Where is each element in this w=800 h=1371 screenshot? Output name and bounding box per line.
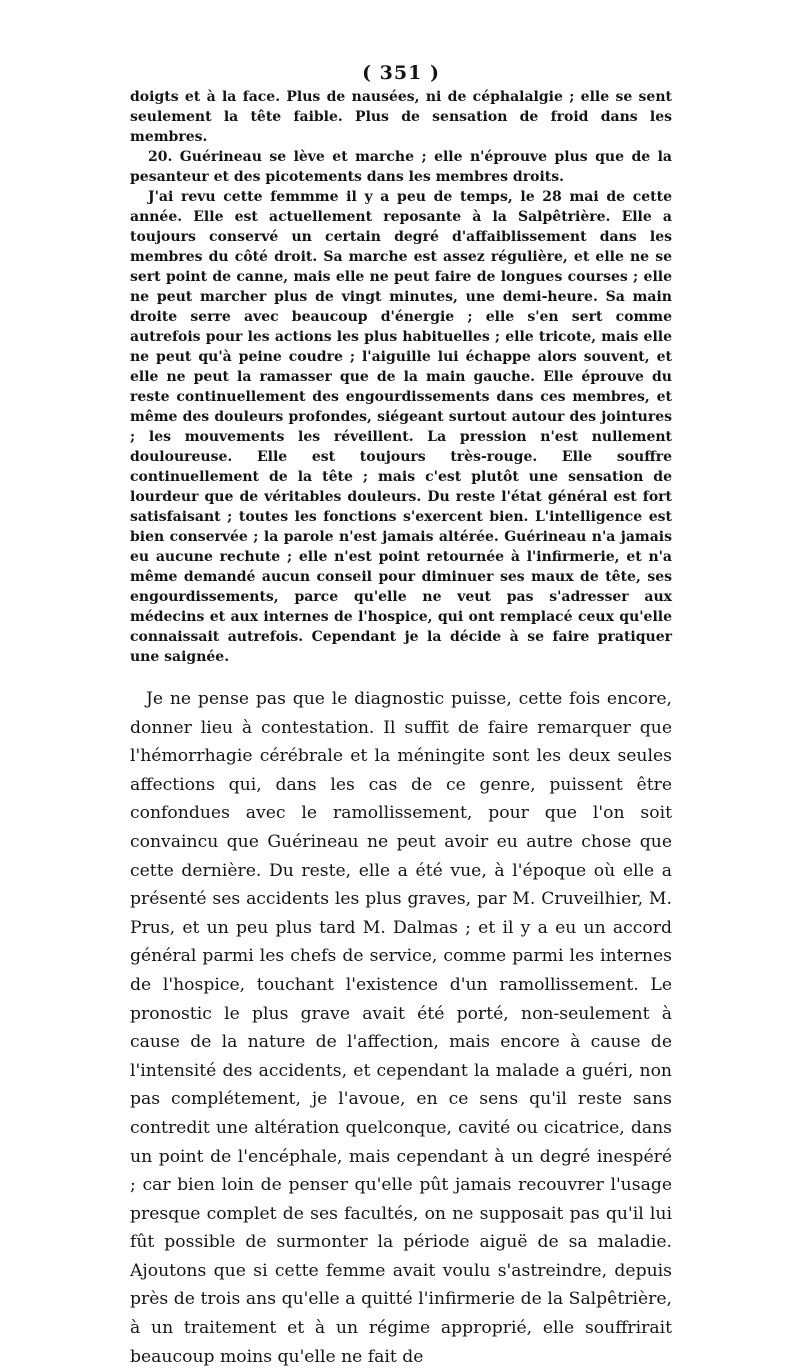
paragraph-diagnosis: Je ne pense pas que le diagnostic puisse, cette fois encore, donner lieu à contestation. Il suffit de faire remarquer que l'hémorrhagie cérébrale et la méningite sont les deux seules affections qui, dans les cas de ce genre, puissent être confondues avec le ramollissement, pour que l'on soit convaincu que Guérineau ne peut avoir eu autre chose que cette dernière. Du reste, elle a été vue, à l'époque où elle a présenté ses accidents les plus graves, par M. Cruveilhier, M. Prus, et un peu plus tard M. Dalmas ; et il y a eu un accord général parmi les chefs de service, comme parmi les internes de l'hospice, touchant l'existence d'un ramollissement. Le pronostic le plus grave avait été porté, non-seulement à cause de la nature de l'affection, mais encore à cause de l'intensité des accidents, et cependant la malade a guéri, non pas complétement, je l'avoue, en ce sens qu'il reste sans contredit une altération quelconque, cavité ou cicatrice, dans un point de l'encéphale, mais cependant à un degré inespéré ; car bien loin de penser qu'elle pût jamais recouvrer l'usage presque complet de ses facultés, on ne supposait pas qu'il lui fût possible de surmonter la période aiguë de sa maladie. Ajoutons que si cette femme avait voulu s'astreindre, depuis près de trois ans qu'elle a quitté l'infirmerie de la Salpêtrière, à un traitement et à un régime approprié, elle souffrirait beaucoup moins qu'elle ne fait de: [130, 689, 672, 1367]
paragraph-symptoms: doigts et à la face. Plus de nausées, ni de céphalalgie ; elle se sent seulement la tête faible. Plus de sensation de froid dans les membres.: [130, 89, 672, 145]
paragraph-day-20: 20. Guérineau se lève et marche ; elle n'éprouve plus que de la pesanteur et des picotements dans les membres droits.: [130, 149, 672, 185]
paragraph-follow-up: J'ai revu cette femmme il y a peu de temps, le 28 mai de cette année. Elle est actuellement reposante à la Salpêtrière. Elle a toujours conservé un certain degré d'affaiblissement dans les membres du côté droit. Sa marche est assez régulière, et elle ne se sert point de canne, mais elle ne peut faire de longues courses ; elle ne peut marcher plus de vingt minutes, une demi-heure. Sa main droite serre avec beaucoup d'énergie ; elle s'en sert comme autrefois pour les actions les plus habituelles ; elle tricote, mais elle ne peut qu'à peine coudre ; l'aiguille lui échappe alors souvent, et elle ne peut la ramasser que de la main gauche. Elle éprouve du reste continuellement des engourdissements dans ces membres, et même des douleurs profondes, siégeant surtout autour des jointures ; les mouvements les réveillent. La pression n'est nullement douloureuse. Elle est toujours très-rouge. Elle souffre continuellement de la tête ; mais c'est plutôt une sensation de lourdeur que de véritables douleurs. Du reste l'état général est fort satisfaisant ; toutes les fonctions s'exercent bien. L'intelligence est bien conservée ; la parole n'est jamais altérée. Guérineau n'a jamais eu aucune rechute ; elle n'est point retournée à l'infirmerie, et n'a même demandé aucun conseil pour diminuer ses maux de tête, ses engourdissements, parce qu'elle ne veut pas s'adresser aux médecins et aux internes de l'hospice, qui ont remplacé ceux qu'elle connaissait autrefois. Cependant je la décide à se faire pratiquer une saignée.: [130, 189, 672, 665]
case-notes: [130, 87, 672, 667]
commentary: [130, 685, 672, 1371]
page-number: ( 351 ): [362, 62, 440, 84]
